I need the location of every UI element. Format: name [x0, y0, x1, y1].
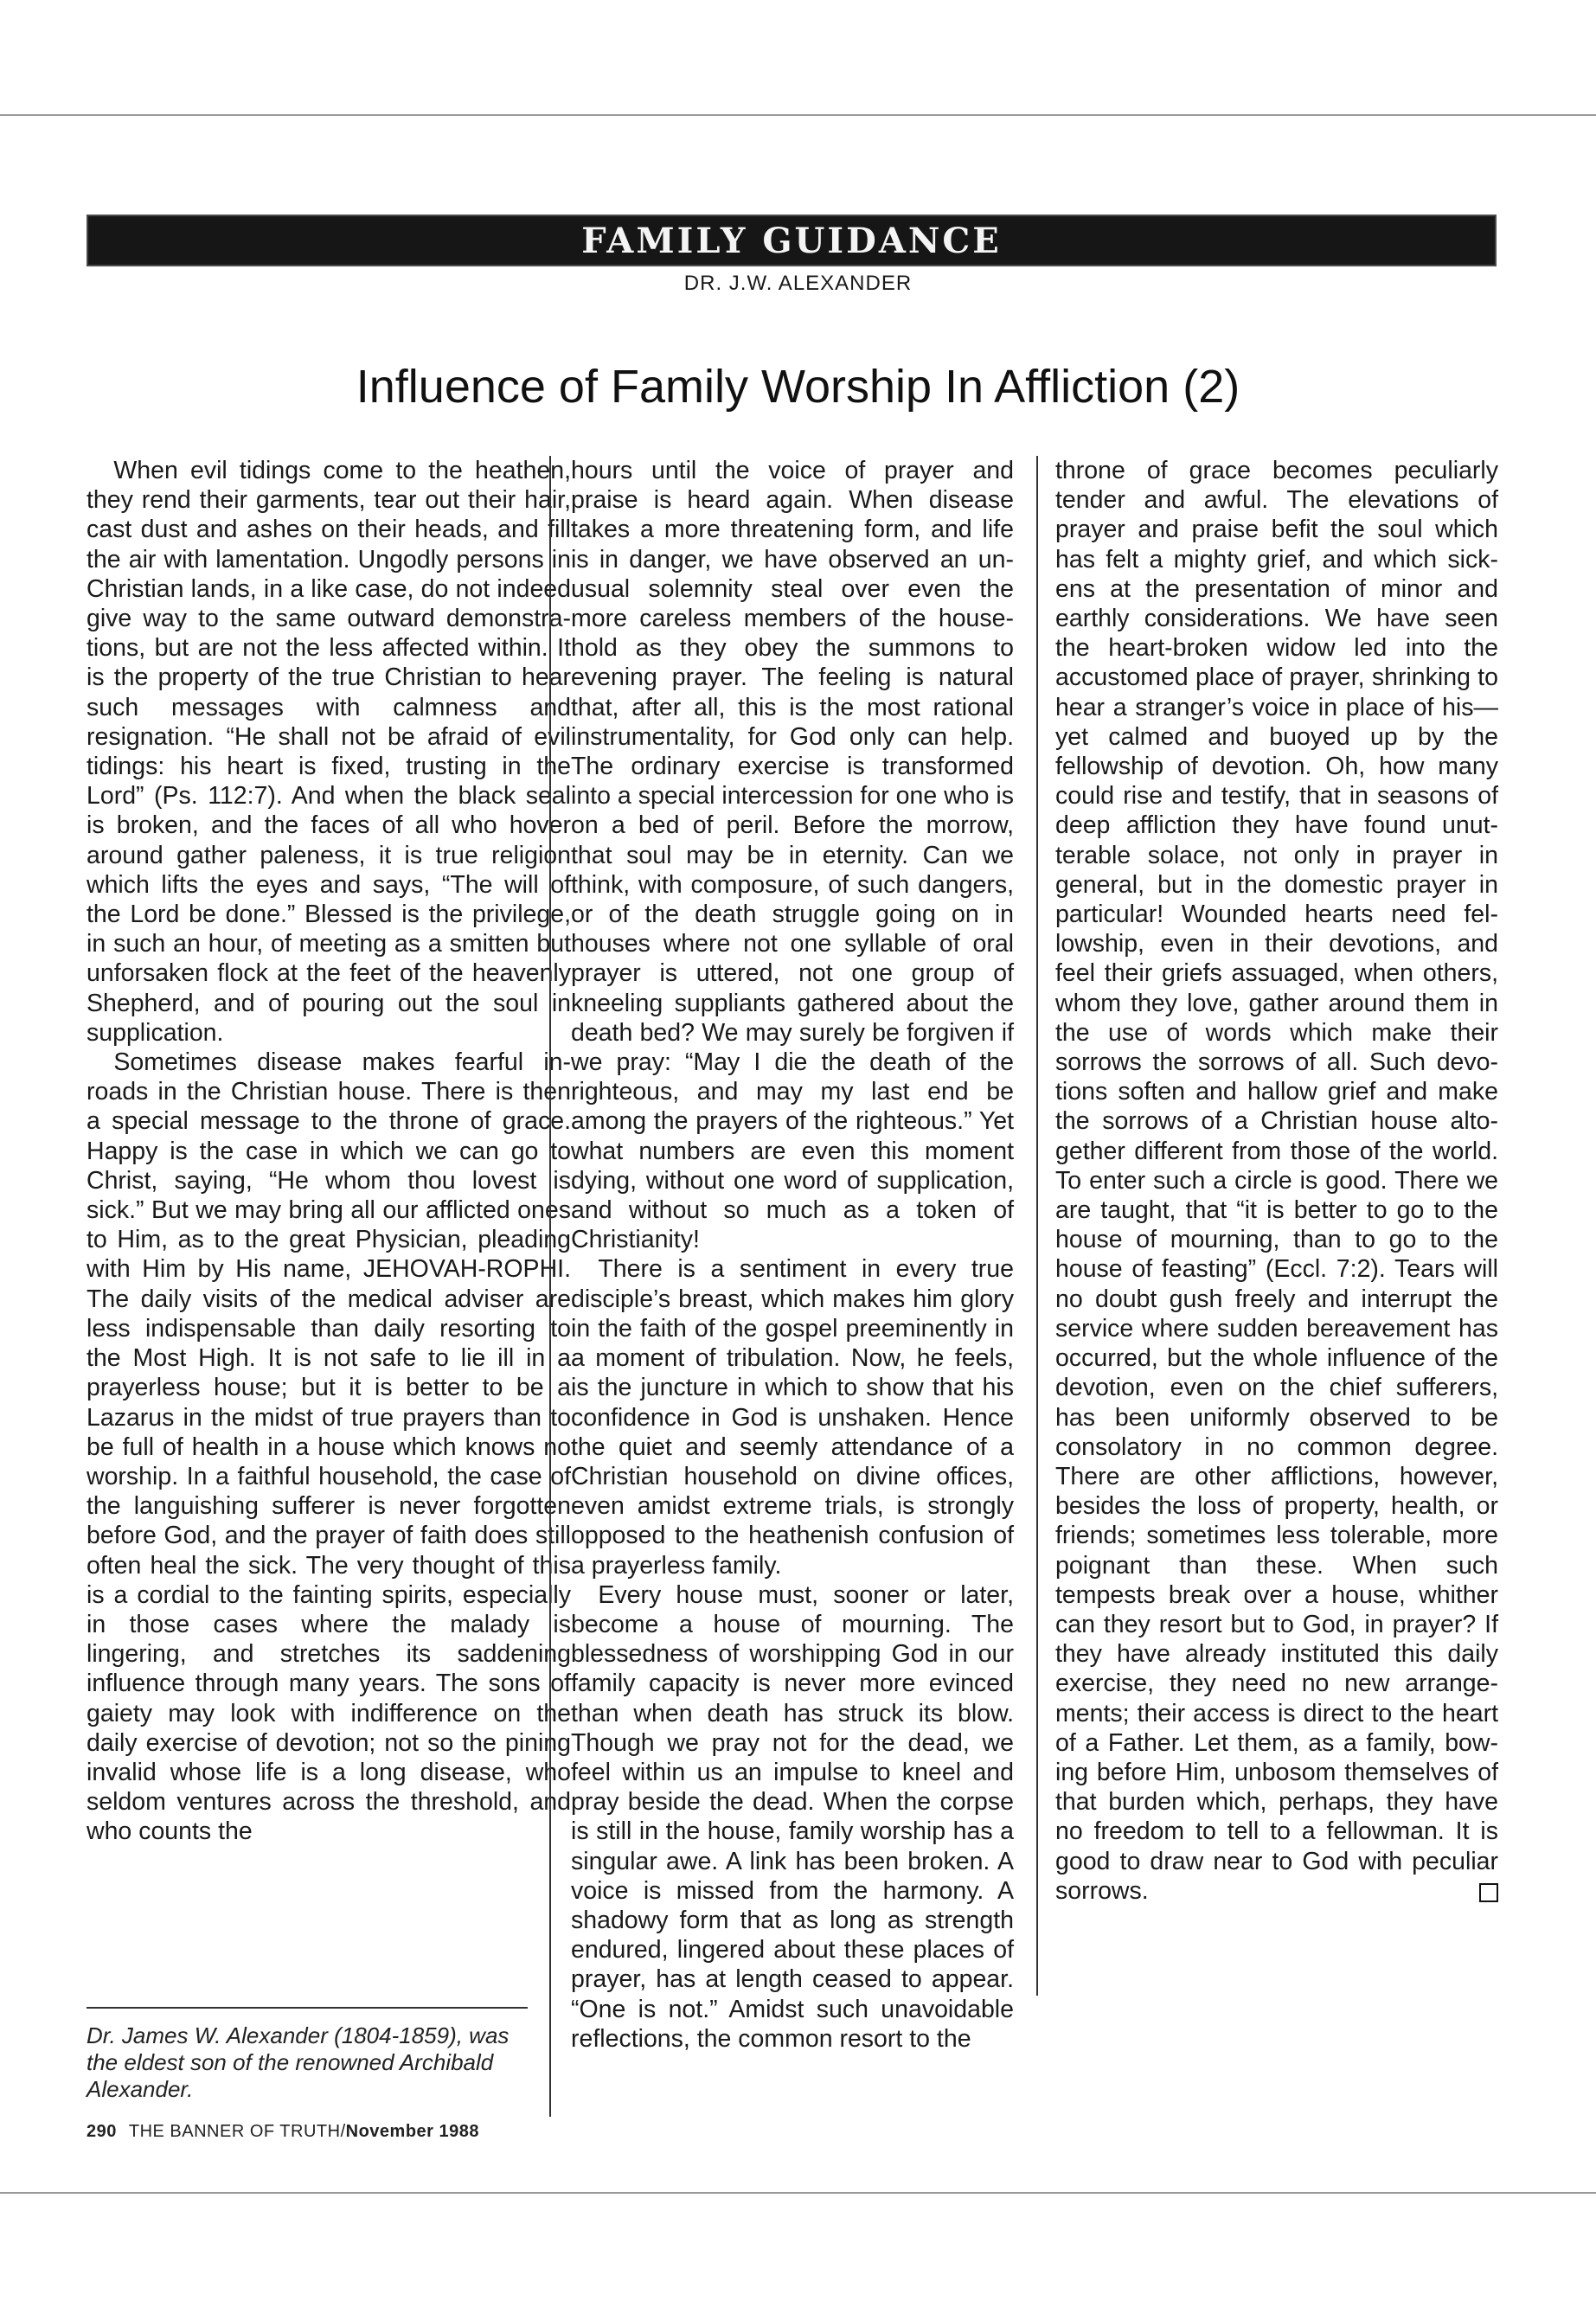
paragraph: [1055, 456, 1498, 1906]
article-title: Influence of Family Worship In Affliction (2): [356, 361, 1240, 413]
article-column-3: [1055, 456, 1498, 1906]
author-byline: DR. J.W. ALEXANDER: [683, 272, 913, 295]
column-divider: [549, 456, 551, 2117]
footnote-divider: [87, 2007, 528, 2009]
paragraph-text: throne of grace becomes peculiarly tender and awful. The elevations of prayer and praise befit the soul which has felt a mighty grief, and which sickens at the presentation of minor and earthly considerations. We have seen the heart-broken widow led into the accustomed place of prayer, shrinking to hear a stranger’s voice in place of his—yet calmed and buoyed up by the fellowship of devotion. Oh, how many could rise and testify, that in seasons of deep affliction they have found unutterable solace, not only in prayer in general, but in the domestic prayer in particular! Wounded hearts need fellowship, even in their devotions, and feel their griefs assuaged, when others, whom they love, gather around them in the use of words which make their sorrows the sorrows of all. Such devotions soften and hallow grief and make the sorrows of a Christian house altogether different from those of the world. To enter such a circle is good. There we are taught, that “it is better to go to the house of mourning, than to go to the house of feasting” (Eccl. 7:2). Tears will no doubt gush freely and interrupt the service where sudden bereavement has occurred, but the whole influence of the devotion, even on the chief sufferers, has been uniformly observed to be consolatory in no common degree. There are other afflictions, however, besides the loss of property, health, or friends; sometimes less tolerable, more poignant than these. When such tempests break over a house, whither can they resort but to God, in prayer? If they have already instituted this daily exercise, they need no new arrangements; their access is direct to the heart of a Father. Let them, as a family, bowing before Him, unbosom themselves of that burden which, perhaps, they have no freedom to tell to a fellowman. It is good to draw near to God with peculiar sorrows.: [1055, 457, 1498, 1905]
section-banner: [87, 215, 1497, 266]
publication-name: THE BANNER OF TRUTH/: [128, 2122, 346, 2141]
author-footnote: Dr. James W. Alexander (1804-1859), was the eldest son of the renowned Archibald Alexander.: [87, 2022, 510, 2102]
article-column-2: [571, 456, 1014, 2054]
end-of-article-square-icon: [1479, 1883, 1498, 1902]
paragraph: Every house must, sooner or later, become a house of mourning. The blessedness of worshipping God in our family capacity is never more evinced than when death has struck its blow. Though we pray not for the dead, we feel within us an impulse to kneel and pray beside the dead. When the corpse is still in the house, family worship has a singular awe. A link has been broken. A voice is missed from the harmony. A shadowy form that as long as strength endured, lingered about these places of prayer, has at length ceased to appear. “One is not.” Amidst such unavoidable reflections, the common resort to the: [571, 1580, 1014, 2053]
section-title: FAMILY GUIDANCE: [581, 220, 1002, 261]
issue-date: November 1988: [345, 2122, 480, 2141]
paragraph: There is a sentiment in every true disciple’s breast, which makes him glory in the faith of the gospel preeminently in a moment of tribulation. Now, he feels, is the juncture in which to show that his confidence in God is unshaken. Hence the quiet and seemly attendance of a Christian household on divine offices, even amidst extreme trials, is strongly opposed to the heathenish confusion of a prayerless family.: [571, 1255, 1014, 1580]
column-divider: [1036, 456, 1038, 1996]
paragraph: When evil tidings come to the heathen, they rend their garments, tear out their hair, cast dust and ashes on their heads, and fill the air with lamentation. Ungodly persons in Christian lands, in a like case, do not indeed give way to the same outward demonstrations, but are not the less affected within. It is the property of the true Christian to hear such messages with calmness and resignation. “He shall not be afraid of evil tidings: his heart is fixed, trusting in the Lord” (Ps. 112:7). And when the black seal is broken, and the faces of all who hover around gather paleness, it is true religion which lifts the eyes and says, “The will of the Lord be done.” Blessed is the privilege, in such an hour, of meeting as a smitten but unforsaken flock at the feet of the heavenly Shepherd, and of pouring out the soul in supplication.: [87, 457, 571, 1047]
page-number: 290: [87, 2122, 117, 2141]
page-footer: [87, 2122, 479, 2142]
paragraph: hours until the voice of prayer and praise is heard again. When disease takes a more threatening form, and life is in danger, we have observed an unusual solemnity steal over even the more careless members of the household as they obey the summons to evening prayer. The feeling is natural that, after all, this is the most rational instrumentality, for God only can help. The ordinary exercise is transformed into a special intercession for one who is on a bed of peril. Before the morrow, that soul may be in eternity. Can we think, with composure, of such dangers, or of the death struggle going on in houses where not one syllable of oral prayer is uttered, not one group of kneeling suppliants gathered about the death bed? We may surely be forgiven if we pray: “May I die the death of the righteous, and may my last end be among the prayers of the righteous.” Yet what numbers are even this moment dying, without one word of supplication, and without so much as a token of Christianity!: [571, 457, 1014, 1254]
article-column-1: [87, 456, 571, 1847]
paragraph: Sometimes disease makes fearful inroads in the Christian house. There is then a special message to the throne of grace. Happy is the case in which we can go to Christ, saying, “He whom thou lovest is sick.” But we may bring all our afflicted ones to Him, as to the great Physician, pleading with Him by His name, JEHOVAH-ROPHI. The daily visits of the medical adviser are less indispensable than daily resorting to the Most High. It is not safe to lie ill in a prayerless house; but it is better to be a Lazarus in the midst of true prayers than to be full of health in a house which knows no worship. In a faithful household, the case of the languishing sufferer is never forgotten before God, and the prayer of faith does still often heal the sick. The very thought of this is a cordial to the fainting spirits, especially in those cases where the malady is lingering, and stretches its saddening influence through many years. The sons of gaiety may look with indifference on the daily exercise of devotion; not so the pining invalid whose life is a long disease, who seldom ventures across the threshold, and who counts the: [87, 1048, 571, 1846]
